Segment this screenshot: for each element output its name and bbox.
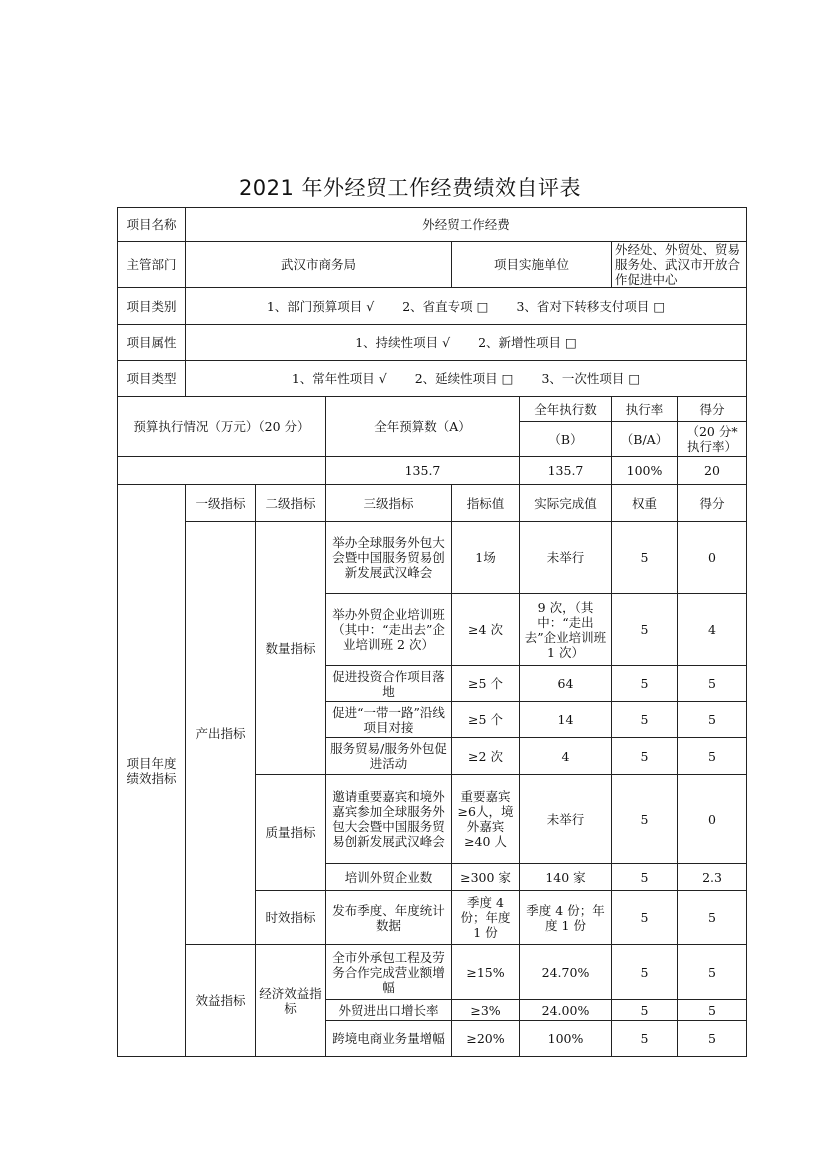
indicator-name: 举办全球服务外包大会暨中国服务贸易创新发展武汉峰会 — [326, 522, 452, 594]
indicator-score: 5 — [678, 945, 747, 1000]
indicator-weight: 5 — [612, 1000, 678, 1021]
indicator-score: 4 — [678, 594, 747, 666]
indicator-name: 跨境电商业务量增幅 — [326, 1021, 452, 1057]
type-option: 3、省对下转移支付项目 □ — [516, 298, 666, 314]
annual-budget-label: 全年预算数（A） — [326, 397, 520, 457]
budget-blank — [118, 457, 326, 485]
level1-benefit: 效益指标 — [186, 945, 256, 1057]
target-header: 指标值 — [452, 485, 520, 522]
budget-label: 预算执行情况（万元）（20 分） — [118, 397, 326, 457]
indicator-score: 5 — [678, 1021, 747, 1057]
indicator-score: 0 — [678, 775, 747, 864]
rate-sub: （B/A） — [612, 422, 678, 457]
indicator-score: 5 — [678, 891, 747, 945]
indicator-actual: 14 — [520, 702, 612, 738]
actual-header: 实际完成值 — [520, 485, 612, 522]
attr-label: 项目属性 — [118, 325, 186, 361]
indicator-score: 5 — [678, 1000, 747, 1021]
indicator-target: 重要嘉宾≥6人，境外嘉宾≥40 人 — [452, 775, 520, 864]
level2-economic: 经济效益指标 — [256, 945, 326, 1057]
kind-options — [186, 361, 747, 397]
level1-header: 一级指标 — [186, 485, 256, 522]
indicator-score: 5 — [678, 738, 747, 775]
rate-value: 100% — [612, 457, 678, 485]
indicator-target: 季度 4份；年度 1 份 — [452, 891, 520, 945]
indicator-name: 促进投资合作项目落地 — [326, 666, 452, 702]
type-options — [186, 288, 747, 325]
type-option: 2、省直专项 □ — [402, 298, 489, 314]
weight-header: 权重 — [612, 485, 678, 522]
level2-quantity: 数量指标 — [256, 522, 326, 775]
indicator-group-label: 项目年度绩效指标 — [118, 485, 186, 1057]
level2-quality: 质量指标 — [256, 775, 326, 891]
level1-output: 产出指标 — [186, 522, 256, 945]
indicator-target: ≥4 次 — [452, 594, 520, 666]
indicator-target: 1场 — [452, 522, 520, 594]
indicator-actual: 季度 4 份；年度 1 份 — [520, 891, 612, 945]
indicator-weight: 5 — [612, 891, 678, 945]
indicator-score: 0 — [678, 522, 747, 594]
indicator-weight: 5 — [612, 594, 678, 666]
exec-sub: （B） — [520, 422, 612, 457]
score-header: 得分 — [678, 485, 747, 522]
attr-options — [186, 325, 747, 361]
kind-option: 3、一次性项目 □ — [541, 371, 641, 386]
indicator-weight: 5 — [612, 522, 678, 594]
rate-label: 执行率 — [612, 397, 678, 422]
dept-value: 武汉市商务局 — [186, 242, 452, 288]
indicator-target: ≥5 个 — [452, 702, 520, 738]
indicator-name: 促进“一带一路”沿线项目对接 — [326, 702, 452, 738]
indicator-weight: 5 — [612, 738, 678, 775]
impl-value: 外经处、外贸处、贸易服务处、武汉市开放合作促进中心 — [612, 242, 747, 288]
indicator-actual: 24.00% — [520, 1000, 612, 1021]
indicator-target: ≥3% — [452, 1000, 520, 1021]
indicator-weight: 5 — [612, 775, 678, 864]
level2-header: 二级指标 — [256, 485, 326, 522]
indicator-name: 外贸进出口增长率 — [326, 1000, 452, 1021]
indicator-name: 邀请重要嘉宾和境外嘉宾参加全球服务外包大会暨中国服务贸易创新发展武汉峰会 — [326, 775, 452, 864]
indicator-weight: 5 — [612, 666, 678, 702]
impl-label: 项目实施单位 — [452, 242, 612, 288]
kind-option: 2、延续性项目 □ — [414, 371, 514, 386]
level3-header: 三级指标 — [326, 485, 452, 522]
indicator-name: 服务贸易/服务外包促进活动 — [326, 738, 452, 775]
indicator-name: 发布季度、年度统计数据 — [326, 891, 452, 945]
indicator-name: 全市外承包工程及劳务合作完成营业额增幅 — [326, 945, 452, 1000]
indicator-actual: 未举行 — [520, 522, 612, 594]
kind-option: 1、常年性项目 √ — [291, 371, 387, 386]
indicator-name: 培训外贸企业数 — [326, 864, 452, 891]
score-sub: （20 分*执行率） — [678, 422, 747, 457]
indicator-actual: 未举行 — [520, 775, 612, 864]
indicator-name: 举办外贸企业培训班（其中：“走出去”企业培训班 2 次） — [326, 594, 452, 666]
annual-budget-value: 135.7 — [326, 457, 520, 485]
attr-option: 1、持续性项目 √ — [355, 335, 451, 350]
indicator-actual: 64 — [520, 666, 612, 702]
page-title: 2021 年外经贸工作经费绩效自评表 — [238, 176, 582, 200]
dept-label: 主管部门 — [118, 242, 186, 288]
indicator-weight: 5 — [612, 702, 678, 738]
indicator-target: ≥15% — [452, 945, 520, 1000]
exec-label: 全年执行数 — [520, 397, 612, 422]
score-value: 20 — [678, 457, 747, 485]
indicator-target: ≥5 个 — [452, 666, 520, 702]
performance-table — [117, 207, 747, 1057]
exec-value: 135.7 — [520, 457, 612, 485]
indicator-target: ≥20% — [452, 1021, 520, 1057]
project-name-label: 项目名称 — [118, 208, 186, 242]
indicator-weight: 5 — [612, 864, 678, 891]
type-label: 项目类别 — [118, 288, 186, 325]
indicator-weight: 5 — [612, 1021, 678, 1057]
indicator-target: ≥2 次 — [452, 738, 520, 775]
score-label: 得分 — [678, 397, 747, 422]
indicator-actual: 24.70% — [520, 945, 612, 1000]
level2-timeliness: 时效指标 — [256, 891, 326, 945]
indicator-target: ≥300 家 — [452, 864, 520, 891]
indicator-actual: 140 家 — [520, 864, 612, 891]
attr-option: 2、新增性项目 □ — [478, 335, 577, 350]
type-option: 1、部门预算项目 √ — [266, 298, 375, 314]
indicator-actual: 100% — [520, 1021, 612, 1057]
indicator-actual: 9 次，（其中：“走出去”企业培训班 1 次） — [520, 594, 612, 666]
indicator-weight: 5 — [612, 945, 678, 1000]
indicator-score: 5 — [678, 702, 747, 738]
kind-label: 项目类型 — [118, 361, 186, 397]
project-name-value: 外经贸工作经费 — [186, 208, 747, 242]
indicator-score: 2.3 — [678, 864, 747, 891]
indicator-actual: 4 — [520, 738, 612, 775]
indicator-score: 5 — [678, 666, 747, 702]
